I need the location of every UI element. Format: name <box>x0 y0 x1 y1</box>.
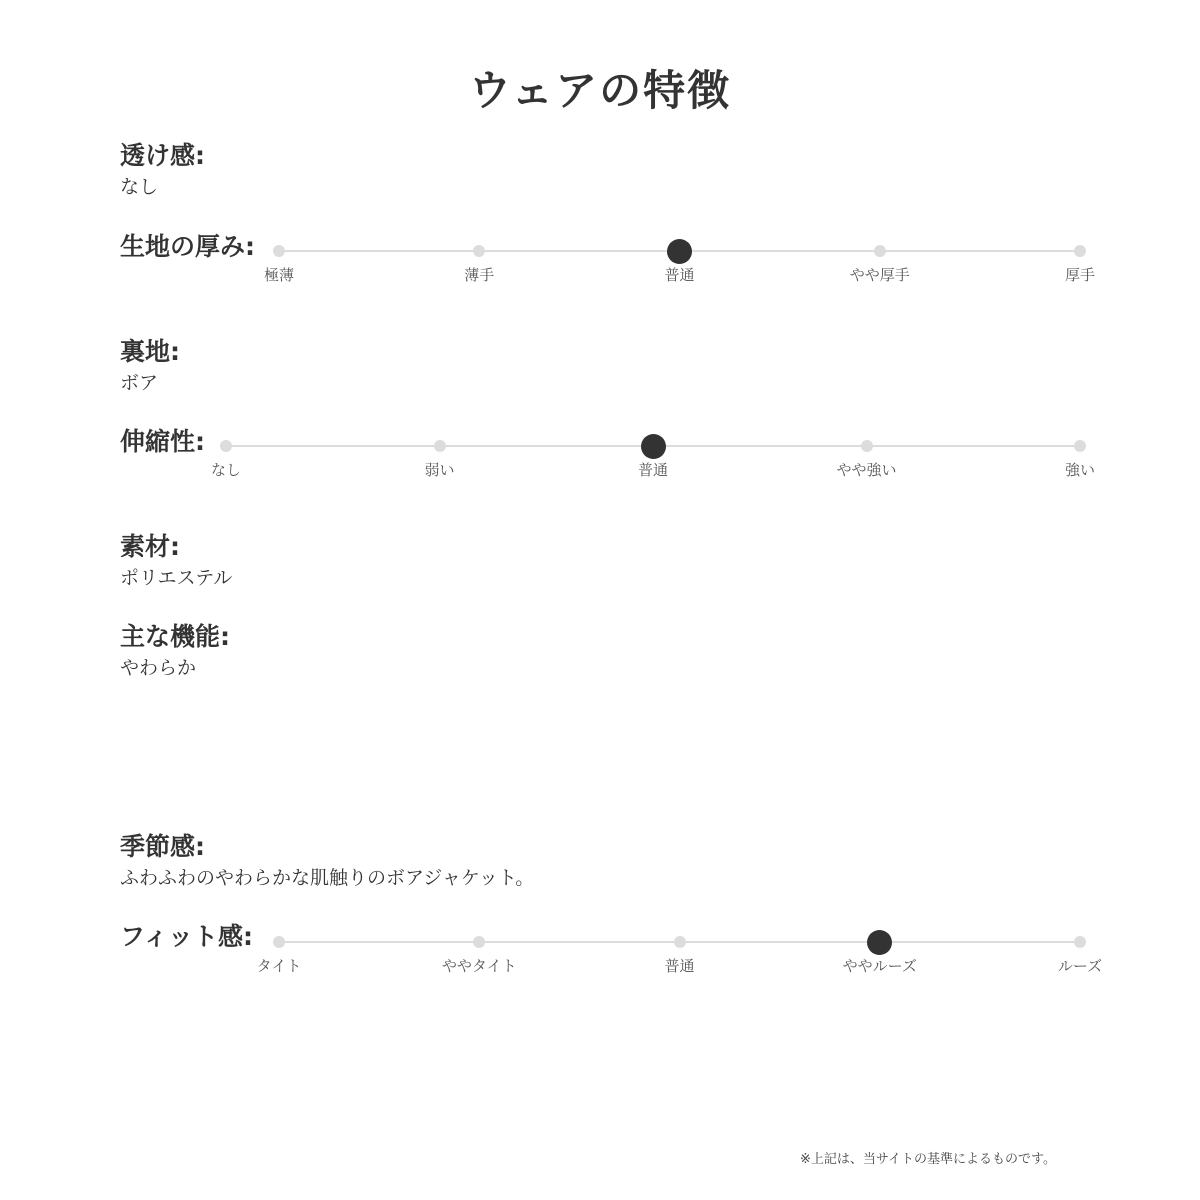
thickness-dot-0 <box>273 245 285 257</box>
thickness-dot-4 <box>1074 245 1086 257</box>
thickness-option-4: 厚手 <box>1064 266 1095 284</box>
lining-value: ボア <box>120 372 159 394</box>
fit-dot-1 <box>473 936 485 948</box>
material-label: 素材: <box>120 532 180 561</box>
thickness-dot-3 <box>874 245 886 257</box>
stretch-dot-4 <box>1074 440 1086 452</box>
footnote: ※上記は、当サイトの基準によるものです。 <box>800 1152 1056 1167</box>
stretch-dot-3 <box>861 440 873 452</box>
stretch-option-2: 普通 <box>637 461 668 479</box>
stretch-option-4: 強い <box>1064 461 1095 479</box>
stretch-dot-1 <box>434 440 446 452</box>
fit-label: フィット感: <box>120 922 253 951</box>
thickness-option-3: やや厚手 <box>849 266 910 284</box>
transparency-value: なし <box>120 176 159 198</box>
fit-option-4: ルーズ <box>1057 957 1103 975</box>
stretch-option-3: やや強い <box>836 461 897 479</box>
stretch-option-1: 弱い <box>424 461 455 479</box>
thickness-option-1: 薄手 <box>464 266 495 284</box>
fit-option-0: タイト <box>256 957 302 975</box>
fit-option-1: ややタイト <box>441 957 517 975</box>
fit-option-2: 普通 <box>664 957 695 975</box>
fit-dot-4 <box>1074 936 1086 948</box>
stretch-dot-2-selected <box>641 434 666 459</box>
page-title: ウェアの特徴 <box>468 66 732 115</box>
functions-value: やわらか <box>120 657 197 679</box>
fit-option-3: ややルーズ <box>842 957 917 975</box>
season-value: ふわふわのやわらかな肌触りのボアジャケット。 <box>120 867 535 889</box>
lining-label: 裏地: <box>120 337 180 366</box>
season-label: 季節感: <box>120 832 205 861</box>
thickness-dot-2-selected <box>667 239 692 264</box>
stretch-scale <box>210 446 1095 506</box>
functions-label: 主な機能: <box>120 622 230 651</box>
fit-dot-0 <box>273 936 285 948</box>
transparency-label: 透け感: <box>120 141 205 170</box>
thickness-option-2: 普通 <box>664 266 695 284</box>
fit-dot-2 <box>674 936 686 948</box>
stretch-option-0: なし <box>210 461 241 479</box>
material-value: ポリエステル <box>120 567 233 589</box>
fit-dot-3-selected <box>867 930 892 955</box>
thickness-label: 生地の厚み: <box>120 232 255 261</box>
thickness-scale <box>263 251 1095 311</box>
stretch-label: 伸縮性: <box>120 427 205 456</box>
stretch-dot-0 <box>220 440 232 452</box>
fit-scale <box>256 942 1103 1002</box>
thickness-option-0: 極薄 <box>263 266 294 284</box>
thickness-dot-1 <box>473 245 485 257</box>
